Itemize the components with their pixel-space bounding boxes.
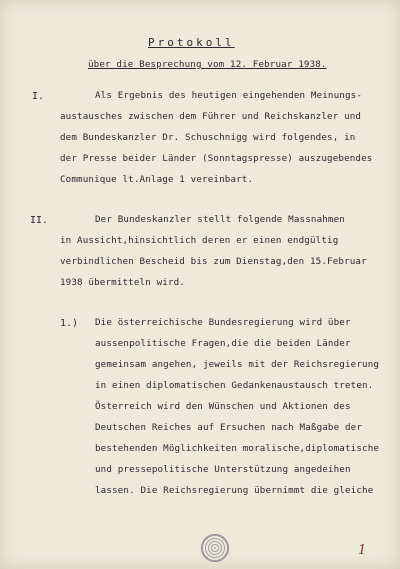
text-line: in Aussicht,hinsichtlich deren er einen endgültig xyxy=(60,235,339,246)
text-line: Der Bundeskanzler stellt folgende Massnahmen xyxy=(95,214,345,225)
text-line: dem Bundeskanzler Dr. Schuschnigg wird folgendes, in xyxy=(60,132,356,143)
document-subtitle: über die Besprechung vom 12. Februar 1938. xyxy=(88,59,327,70)
text-line: verbindlichen Bescheid bis zum Dienstag,den 15.Februar xyxy=(60,256,367,267)
document-title: Protokoll xyxy=(148,36,235,49)
item-marker: 1.) xyxy=(60,318,79,329)
section-numeral: II. xyxy=(30,215,49,226)
archive-stamp xyxy=(201,534,229,562)
text-line: gemeinsam angehen, jeweils mit der Reichsregierung xyxy=(95,359,380,370)
text-line: der Presse beider Länder (Sonntagspresse) auszugebendes xyxy=(60,153,373,164)
section-numeral: I. xyxy=(32,91,45,102)
text-line: bestehenden Möglichkeiten moralische,diplomatische xyxy=(95,443,380,454)
text-line: Österreich wird den Wünschen und Aktionen des xyxy=(95,401,351,412)
text-line: austausches zwischen dem Führer und Reichskanzler und xyxy=(60,111,362,122)
text-line: und pressepolitische Unterstützung angedeihen xyxy=(95,464,351,475)
text-line: lassen. Die Reichsregierung übernimmt die gleiche xyxy=(95,485,374,496)
text-line: Deutschen Reiches auf Ersuchen nach Maßgabe der xyxy=(95,422,363,433)
text-line: Als Ergebnis des heutigen eingehenden Meinungs- xyxy=(95,90,363,101)
text-line: in einen diplomatischen Gedankenaustausch treten. xyxy=(95,380,374,391)
page-number-mark: 1 xyxy=(358,543,367,558)
text-line: 1938 übermitteln wird. xyxy=(60,277,185,288)
text-line: aussenpolitische Fragen,die die beiden Länder xyxy=(95,338,351,349)
text-line: Communique lt.Anlage 1 vereinbart. xyxy=(60,174,254,185)
text-line: Die österreichische Bundesregierung wird über xyxy=(95,317,351,328)
